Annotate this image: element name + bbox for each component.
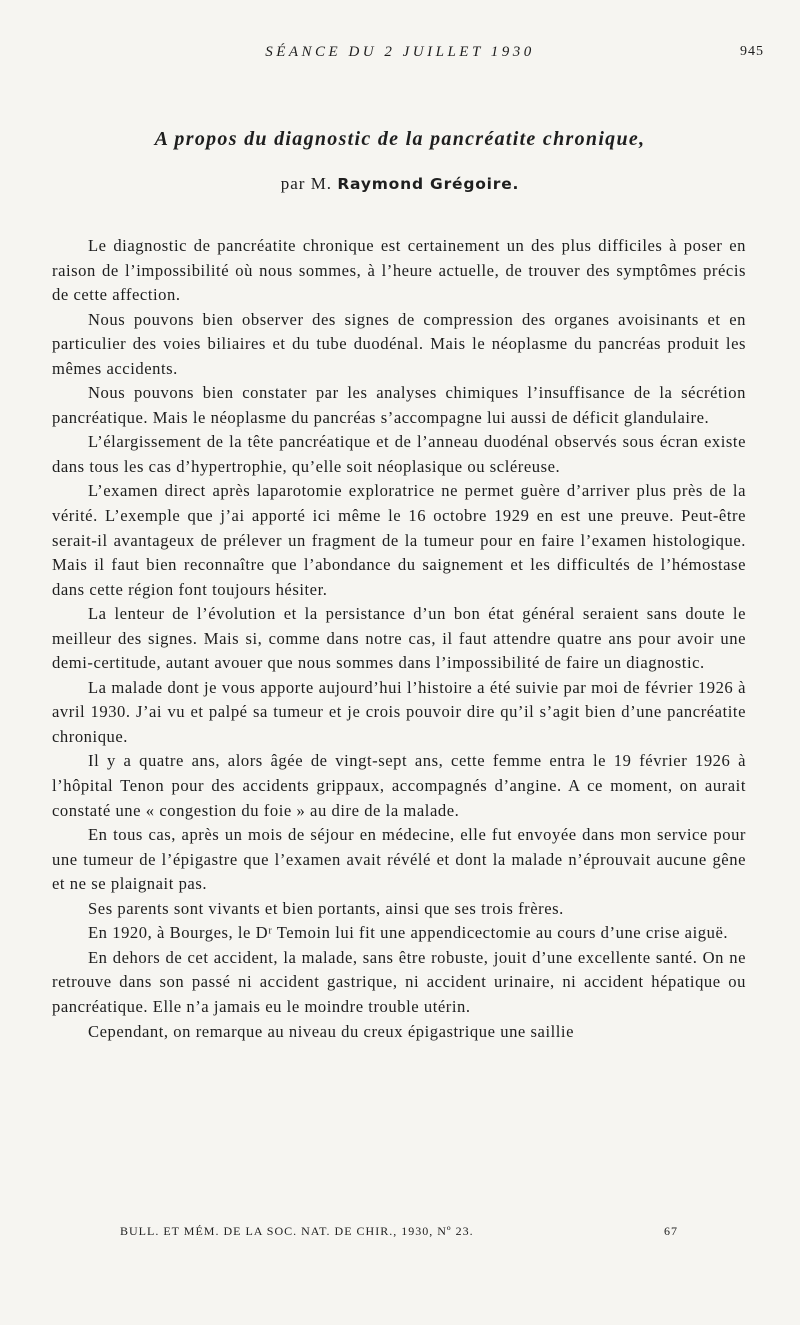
paragraph-7: La malade dont je vous apporte aujourd’hui l’histoire a été suivie par moi de février 1926 à avril 1930. J’ai vu et palpé sa tumeur et je crois pouvoir dire qu’il s’agit bien d’une pancréatite chronique. xyxy=(52,677,746,746)
paragraph-2: Nous pouvons bien observer des signes de compression des organes avoisinants et en particulier des voies biliaires et du tube duodénal. Mais le néoplasme du pancréas produit les mêmes accidents. xyxy=(52,309,746,378)
paragraph-13: Cependant, on remarque au niveau du creux épigastrique une saillie xyxy=(88,1021,575,1041)
byline xyxy=(0,174,800,194)
paragraph-5: L’examen direct après laparotomie exploratrice ne permet guère d’arriver plus près de la vérité. L’exemple que j’ai apporté ici même le 16 octobre 1929 en est une preuve. Peut-être serait-il avantageux de prélever un fragment de la tumeur pour en faire l’examen histologique. Mais il faut bien reconnaître que l’abondance du saignement et les difficultés de l’hémostase dans cette région font toujours hésiter. xyxy=(52,481,746,599)
article-title: A propos du diagnostic de la pancréatite chronique, xyxy=(154,128,646,150)
paragraph-12: En dehors de cet accident, la malade, sans être robuste, jouit d’une excellente santé. On ne retrouve dans son passé ni accident gastrique, ni accident urinaire, ni accident hépatique ou pancréatique. Elle n’a jamais eu le moindre trouble utérin. xyxy=(52,947,746,1016)
running-head xyxy=(0,44,800,68)
page-footer xyxy=(0,1224,800,1244)
paragraph-3: Nous pouvons bien constater par les analyses chimiques l’insuffisance de la sécrétion pancréatique. Mais le néoplasme du pancréas s’accompagne lui aussi de déficit glandulaire. xyxy=(52,383,746,427)
paragraph-4: L’élargissement de la tête pancréatique et de l’anneau duodénal observés sous écran existe dans tous les cas d’hypertrophie, qu’elle soit néoplasique ou scléreuse. xyxy=(52,432,746,476)
author-name: Raymond Grégoire. xyxy=(337,175,520,193)
paragraph-1: Le diagnostic de pancréatite chronique est certainement un des plus difficiles à poser en raison de l’impossibilité où nous sommes, à l’heure actuelle, de trouver des symptômes précis de cette affection. xyxy=(52,236,746,305)
paragraph-6: La lenteur de l’évolution et la persistance d’un bon état général seraient sans doute le meilleur des signes. Mais si, comme dans notre cas, il faut attendre quatre ans pour avoir une demi-certitude, autant avouer que nous sommes dans l’impossibilité de faire un diagnostic. xyxy=(52,604,746,673)
footer-sheet-number: 67 xyxy=(664,1224,678,1238)
running-title: SÉANCE DU 2 JUILLET 1930 xyxy=(265,44,535,60)
paragraph-11: En 1920, à Bourges, le Dʳ Temoin lui fit une appendicectomie au cours d’une crise aiguë. xyxy=(88,923,729,943)
byline-prefix: par M. xyxy=(280,174,333,193)
paragraph-10: Ses parents sont vivants et bien portants, ainsi que ses trois frères. xyxy=(88,898,564,918)
paragraph-9: En tous cas, après un mois de séjour en médecine, elle fut envoyée dans mon service pour une tumeur de l’épigastre que l’examen avait révélé et dont la malade n’éprouvait aucune gêne et ne se plaignait pas. xyxy=(52,825,746,894)
article-body xyxy=(52,234,746,1044)
paragraph-8: Il y a quatre ans, alors âgée de vingt-sept ans, cette femme entra le 19 février 1926 à l’hôpital Tenon pour des accidents grippaux, accompagnés d’angine. A ce moment, on aurait constaté une « congestion du foie » au dire de la malade. xyxy=(52,751,746,820)
page-number: 945 xyxy=(740,44,764,59)
footer-journal-reference: BULL. ET MÉM. DE LA SOC. NAT. DE CHIR., 1930, Nº 23. xyxy=(120,1224,474,1238)
